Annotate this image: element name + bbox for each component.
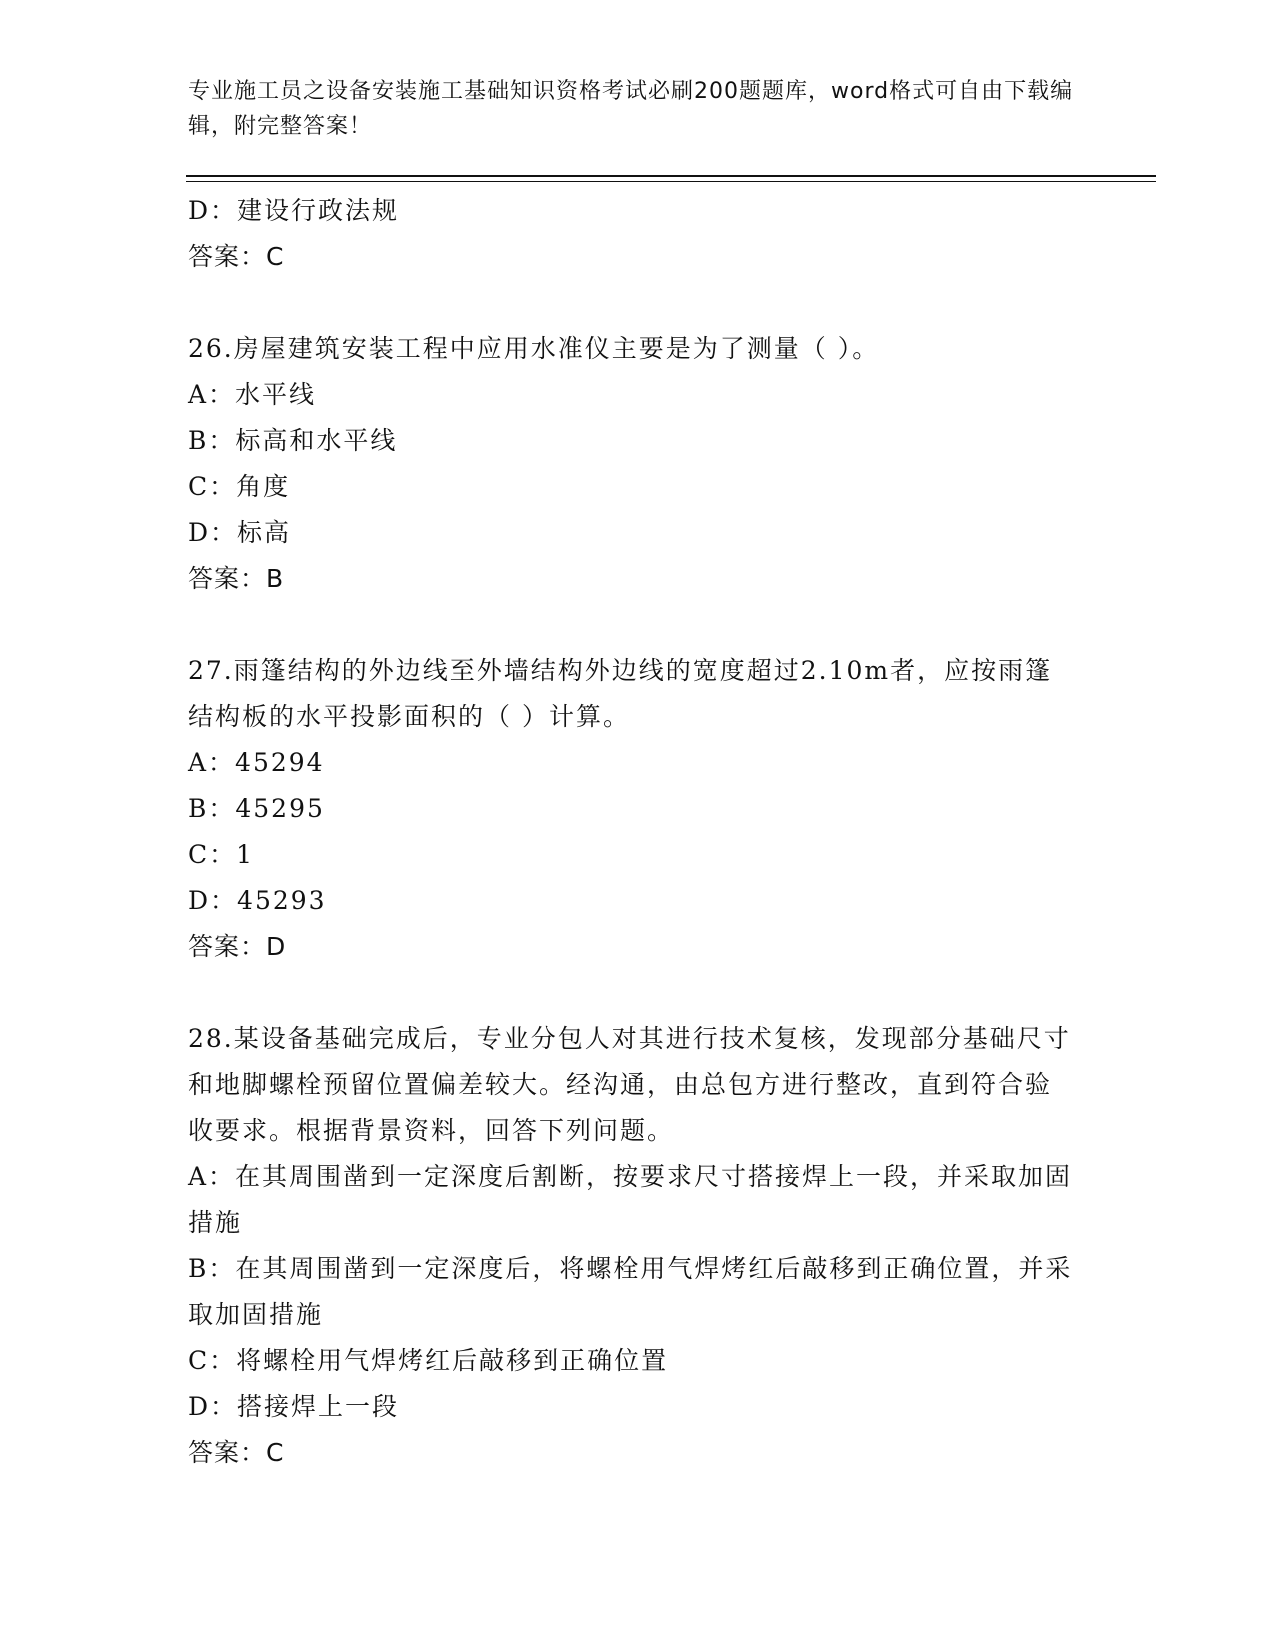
option-c: C：角度 <box>188 472 291 501</box>
header-divider-thin <box>186 181 1156 182</box>
option-b: B：标高和水平线 <box>188 426 398 455</box>
option-b: B：在其周围凿到一定深度后，将螺栓用气焊烤红后敲移到正确位置，并采取加固措施 <box>188 1254 1073 1329</box>
question-stem: 27.雨篷结构的外边线至外墙结构外边线的宽度超过2.10m者，应按雨篷结构板的水平投影面积的（ ）计算。 <box>188 656 1053 731</box>
question-stem: 28.某设备基础完成后，专业分包人对其进行技术复核，发现部分基础尺寸和地脚螺栓预留位置偏差较大。经沟通，由总包方进行整改，直到符合验收要求。根据背景资料，回答下列问题。 <box>188 1024 1071 1145</box>
answer: 答案：B <box>188 564 285 593</box>
question-list <box>188 188 1078 1476</box>
option-a: A：45294 <box>188 748 325 777</box>
answer: 答案：D <box>188 932 287 961</box>
question-25-tail <box>188 188 1078 280</box>
option-c: C：将螺栓用气焊烤红后敲移到正确位置 <box>188 1346 669 1375</box>
spacer <box>188 970 1078 1016</box>
spacer <box>188 602 1078 648</box>
option-d: D：搭接焊上一段 <box>188 1392 400 1421</box>
answer: 答案：C <box>188 242 285 271</box>
question-26 <box>188 326 1078 602</box>
option-b: B：45295 <box>188 794 325 823</box>
option-c: C：1 <box>188 840 255 869</box>
question-stem: 26.房屋建筑安装工程中应用水准仪主要是为了测量（ ）。 <box>188 334 880 363</box>
header-divider-thick <box>186 175 1156 177</box>
option-d: D：建设行政法规 <box>188 196 400 225</box>
option-d: D：45293 <box>188 886 327 915</box>
answer: 答案：C <box>188 1438 285 1467</box>
option-a: A：在其周围凿到一定深度后割断，按要求尺寸搭接焊上一段，并采取加固措施 <box>188 1162 1073 1237</box>
option-a: A：水平线 <box>188 380 317 409</box>
document-header: 专业施工员之设备安装施工基础知识资格考试必刷200题题库，word格式可自由下载编辑，附完整答案！ <box>188 79 1074 139</box>
spacer <box>188 280 1078 326</box>
option-d: D：标高 <box>188 518 292 547</box>
question-28 <box>188 1016 1078 1476</box>
question-27 <box>188 648 1078 970</box>
